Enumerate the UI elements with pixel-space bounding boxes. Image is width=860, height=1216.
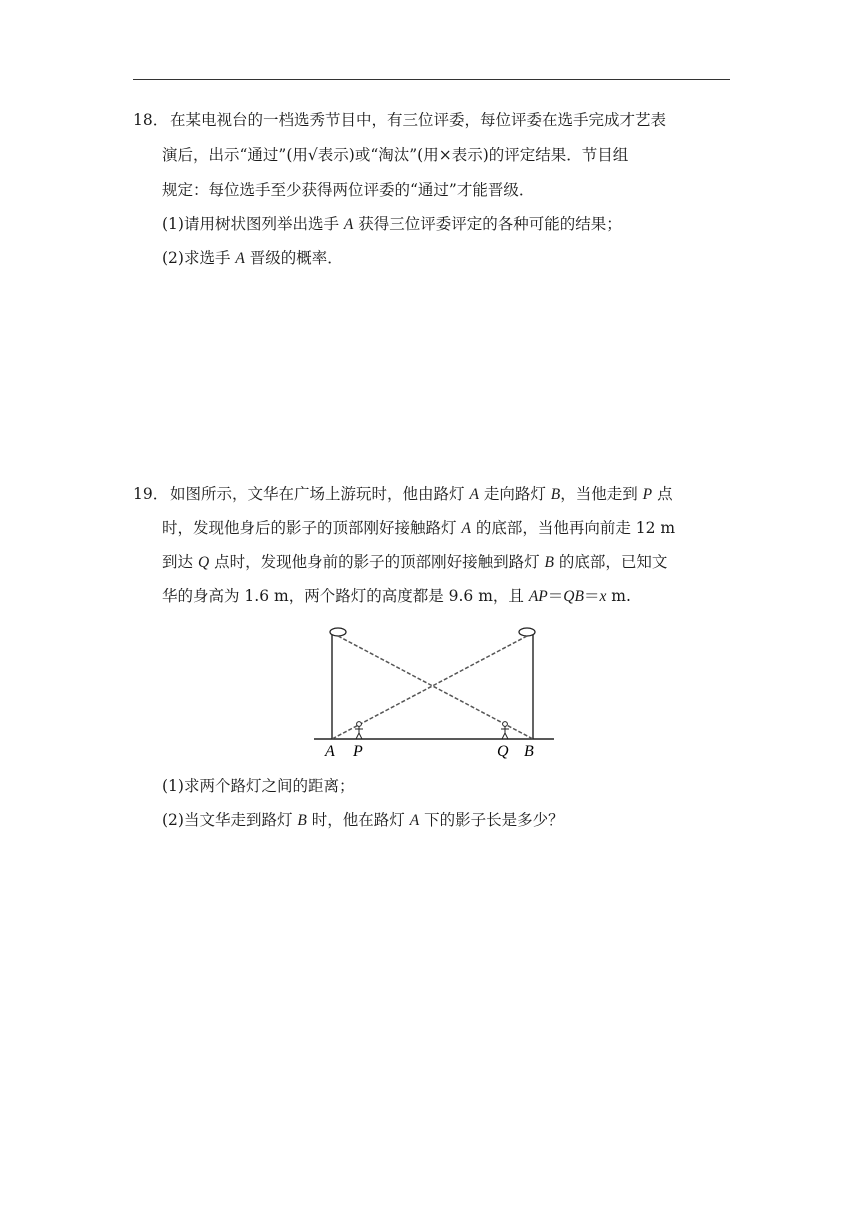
question-18-line-2: 演后，出示“通过”(用√表示)或“淘汰”(用×表示)的评定结果．节目组: [162, 146, 629, 164]
text: (2)求选手: [162, 249, 236, 267]
variable-b: B: [544, 554, 554, 571]
text: 下的影子长是多少？: [419, 811, 564, 829]
label-p: P: [353, 743, 363, 760]
question-19-line-4: [162, 586, 631, 607]
equals: ＝: [583, 587, 600, 605]
segment-ap: AP: [528, 588, 548, 605]
question-19-line-2: [162, 518, 675, 539]
variable-b: B: [297, 812, 307, 829]
question-18-part-1: [162, 214, 622, 235]
question-18-number: 18．: [133, 111, 169, 129]
variable-x: x: [599, 588, 607, 605]
lamp-b-light: [519, 628, 535, 636]
label-b: B: [524, 743, 534, 760]
text: (2)当文华走到路灯: [162, 811, 298, 829]
text: 到达: [162, 553, 198, 571]
question-19-part-1: (1)求两个路灯之间的距离；: [162, 777, 355, 795]
question-19-line-3: [162, 552, 667, 573]
text: 点: [652, 485, 673, 503]
text: (1)请用树状图列举出选手: [162, 215, 344, 233]
equals: ＝: [547, 587, 564, 605]
question-18-part-2: [162, 248, 343, 269]
text: 晋级的概率．: [244, 249, 343, 267]
variable-p: P: [642, 486, 653, 503]
variable-q: Q: [197, 554, 210, 571]
text: ，当他走到: [560, 485, 643, 503]
text: 的底部，当他再向前走 12 m: [470, 519, 676, 537]
text: 时，他在路灯: [306, 811, 410, 829]
variable-b: B: [550, 486, 561, 503]
person-at-p: [355, 722, 363, 739]
street-lamp-diagram: [310, 622, 560, 764]
question-19-line-1: [170, 484, 673, 505]
text: 时，发现他身后的影子的顶部刚好接触路灯: [162, 519, 462, 537]
person-at-q: [501, 722, 509, 739]
label-q: Q: [497, 743, 509, 760]
variable-a: A: [461, 520, 471, 537]
text: 获得三位评委评定的各种可能的结果；: [353, 215, 622, 233]
header-rule: [133, 79, 730, 80]
text: 华的身高为 1.6 m，两个路灯的高度都是 9.6 m，且: [162, 587, 529, 605]
segment-qb: QB: [563, 588, 584, 605]
text: m.: [606, 587, 631, 605]
question-19-number: 19．: [133, 485, 169, 503]
variable-a: A: [469, 486, 479, 503]
variable-a: A: [343, 216, 354, 233]
variable-a: A: [235, 250, 245, 267]
label-a: A: [325, 743, 335, 760]
question-19-part-2: [162, 810, 564, 831]
text: 走向路灯: [478, 485, 551, 503]
question-18-line-3: 规定：每位选手至少获得两位评委的“通过”才能晋级．: [162, 181, 535, 199]
question-18-line-1: 在某电视台的一档选秀节目中，有三位评委，每位评委在选手完成才艺表: [170, 111, 667, 129]
text: 的底部，已知文: [553, 553, 668, 571]
text: 点时，发现他身前的影子的顶部刚好接触到路灯: [209, 553, 545, 571]
lamp-a-light: [330, 628, 346, 636]
text: 如图所示，文华在广场上游玩时，他由路灯: [170, 485, 470, 503]
variable-a: A: [409, 812, 420, 829]
